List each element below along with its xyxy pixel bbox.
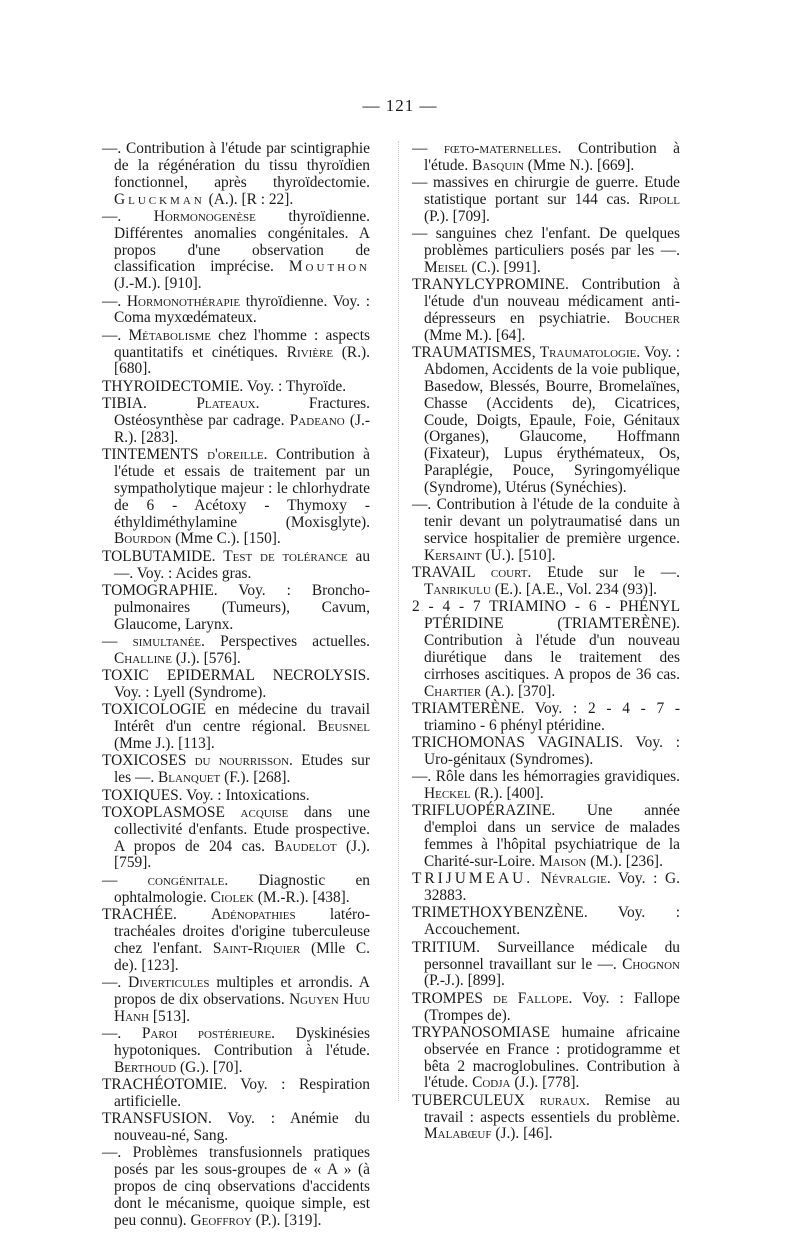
entry-text: Accouchement.	[424, 921, 521, 939]
entry-text: Beusnel	[317, 718, 370, 736]
entry-text: Saint-Riquier	[212, 939, 301, 957]
entry-text: [778]	[542, 1074, 576, 1092]
entry-text: [991]	[503, 258, 537, 276]
entry-text: Bourdon	[114, 530, 172, 548]
entry-text: (J.).	[171, 649, 204, 667]
entry-text: .	[276, 530, 281, 548]
entry-text: (J.).	[336, 837, 370, 855]
entry-text: .	[548, 1125, 553, 1143]
entry-text: Kersaint	[424, 546, 482, 564]
entry-text: [513]	[152, 1007, 187, 1025]
entry-text: . Voy. :	[568, 989, 634, 1007]
entry-text: [236]	[625, 852, 660, 870]
entry-text: —.	[102, 1024, 142, 1042]
entry-text: Nguyen Huu Hanh	[114, 990, 371, 1025]
index-entry	[412, 1025, 680, 1092]
entry-text: . Voy. :	[636, 344, 680, 362]
entry-text: .	[147, 854, 152, 872]
index-entry	[102, 873, 370, 907]
entry-text: TOXICOLOGIE en médecine du travail Intérêt d'un centre régional.	[102, 701, 370, 736]
index-entry	[412, 175, 680, 226]
index-entry	[102, 328, 370, 379]
entry-text: Uro-génitaux (Syndromes).	[424, 750, 594, 768]
entry-text: — sanguines chez l'enfant. De quelques problèmes particuliers posés par les —.	[412, 225, 680, 260]
entry-text: [370]	[518, 682, 552, 700]
entry-text: acquise	[240, 803, 289, 821]
entry-text: Intoxications.	[225, 786, 310, 804]
entry-text: Rivière	[286, 343, 334, 361]
entry-text: Padeano	[289, 412, 345, 429]
entry-text: .	[551, 546, 556, 564]
entry-text: —.	[102, 207, 154, 225]
entry-text: thyroïdienne. Voy. :	[240, 292, 370, 310]
entry-text: TOMOGRAPHIE. Voy. :	[102, 581, 312, 599]
entry-text: .	[236, 649, 241, 667]
index-entry	[102, 753, 370, 787]
index-entry	[102, 1111, 370, 1145]
entry-text: Lyell (Syndrome).	[153, 684, 267, 701]
entry-text: [759]	[114, 854, 148, 872]
entry-text: TOXICOSES	[102, 752, 195, 770]
entry-text: (P.).	[251, 1211, 285, 1229]
entry-text: [113]	[178, 735, 211, 753]
entry-text: Paroi postérieure	[141, 1024, 272, 1042]
entry-text: . Contribution à l'étude et essais de traitement par un sympatholytique majeur : le chlorhydrate de 6 - Acétoxy - Thymoxy - éthyldiméthylamine (Moxisglyte).	[114, 446, 370, 531]
entry-text: Coma myxœdémateux.	[114, 309, 257, 327]
entry-text: Névralgie	[540, 870, 607, 888]
entry-text: (Mlle C. de).	[114, 939, 370, 974]
entry-text: .	[521, 326, 526, 344]
entry-text: Diverticules	[128, 973, 210, 991]
entry-text: dans une collectivité d'enfants. Etude prospective. A propos de 204 cas.	[114, 803, 370, 855]
entry-text: .	[539, 785, 544, 803]
entry-text: TRIAMTERÈNE. Voy. :	[412, 699, 588, 717]
index-entry	[412, 599, 680, 700]
index-entry	[102, 1026, 370, 1077]
entry-text: TRANYLCYPROMINE. Contribution à l'étude d'un nouveau médicament anti-dépresseurs en psychiatrie.	[412, 276, 680, 327]
entry-text: (Mme M.).	[424, 326, 496, 344]
entry-text: [123]	[141, 956, 175, 974]
entry-text: Thyroïde.	[285, 377, 347, 395]
entry-text: . Diagnostic en ophtalmologie.	[114, 871, 370, 906]
entry-text: TRAVAIL	[412, 564, 491, 582]
entry-text: [438]	[312, 888, 346, 906]
entry-text: TRACHÉE.	[102, 905, 211, 923]
entry-text: Challine	[114, 649, 172, 667]
entry-text: .	[210, 735, 215, 753]
index-entry	[102, 788, 370, 805]
entry-text: .	[186, 1007, 191, 1025]
index-entry	[412, 735, 680, 769]
entry-text: —. Rôle dans les hémorragies gravidiques.	[412, 768, 680, 786]
index-entry	[102, 634, 370, 668]
entry-text: Test de tolérance	[223, 547, 348, 565]
entry-text: Ciolek	[210, 888, 254, 906]
entry-text: TOLBUTAMIDE.	[102, 547, 224, 565]
entry-text: TOXIC EPIDERMAL NECROLYSIS. Voy. :	[102, 667, 370, 701]
entry-text: TINTEMENTS	[102, 446, 208, 464]
entry-text: Tanrikulu	[424, 580, 491, 598]
entry-text: —. Contribution à l'étude de la conduite à tenir devant un polytraumatisé dans un service hospitalier de première urgence.	[412, 496, 680, 547]
entry-text: (U.).	[481, 546, 519, 564]
entry-text: . Contribution à l'étude.	[424, 140, 680, 174]
entry-text: TRYPANOSOMIASE humaine africaine observée en France : protidogramme et bêta 2 macroglobulines. Contribution à l'étude.	[412, 1023, 680, 1092]
entry-text: TOXIQUES. Voy. :	[102, 786, 226, 804]
entry-text: Geoffroy	[190, 1211, 252, 1229]
entry-text: Heckel	[424, 785, 471, 803]
entry-text: (G.).	[176, 1058, 213, 1076]
entry-text: TRANSFUSION. Voy. :	[102, 1110, 291, 1128]
entry-text: [70]	[212, 1058, 239, 1076]
entry-text: [A.E., Vol. 234 (93)]	[525, 580, 654, 598]
entry-text: [46]	[523, 1125, 549, 1143]
entry-text: .	[317, 1211, 322, 1229]
index-entry	[412, 871, 680, 905]
entry-text: Malabœuf	[424, 1125, 492, 1143]
entry-text: (M.-R.).	[253, 888, 313, 906]
entry-text: Fallope (Trompes de).	[424, 989, 680, 1024]
index-entry	[102, 907, 370, 974]
entry-text: TRICHOMONAS VAGINALIS. Voy. :	[412, 734, 680, 752]
entry-text: Adénopathies	[210, 905, 296, 923]
entry-text: .	[174, 428, 179, 446]
entry-text: Mouthon	[288, 258, 370, 276]
entry-text: fœto-maternelles	[443, 140, 558, 157]
entry-text: . Fractures. Ostéosynthèse par cadrage.	[114, 395, 371, 429]
entry-text: .	[653, 580, 657, 598]
entry-text: . Perspectives actuelles.	[201, 632, 370, 650]
entry-text: Traumatologie	[539, 344, 637, 362]
entry-text: . Etudes sur les —.	[114, 752, 370, 787]
entry-text: [400]	[506, 785, 540, 803]
entry-text: [64]	[495, 326, 522, 344]
index-entry	[412, 141, 680, 175]
entry-text: [576]	[203, 649, 237, 667]
entry-text: 2 - 4 - 7 TRIAMINO - 6 - PHÉNYL PTÉRIDINE (TRIAMTERÈNE). Contribution à l'étude d'un nouveau diurétique dans le traitement des cirrhoses ascitiques. A propos de 36 cas.	[412, 598, 680, 683]
entry-text: TRIFLUOPÉRAZINE. Une année d'emploi dans un service de malades femmes à l'hôpital psychiatrique de la Charité-sur-Loire.	[412, 802, 680, 870]
entry-text: —	[412, 140, 444, 157]
entry-text: [150]	[243, 530, 277, 548]
entry-text: multiples et arrondis. A propos de dix observations.	[114, 973, 370, 1008]
entry-text: —.	[102, 292, 127, 310]
entry-text: au —. Voy. :	[114, 547, 371, 582]
index-entry	[102, 379, 370, 396]
entry-text: TOXOPLASMOSE	[102, 803, 241, 821]
entry-text: (J.).	[491, 1125, 524, 1143]
entry-text: [899]	[467, 972, 501, 990]
entry-text: .	[575, 1074, 580, 1092]
entry-text: THYROIDECTOMIE. Voy. :	[102, 377, 286, 395]
index-entry	[102, 805, 370, 872]
index-entry	[102, 141, 370, 208]
entry-text: (R.).	[470, 785, 507, 803]
entry-text: —	[102, 632, 133, 650]
entry-text: (E.).	[490, 580, 526, 598]
entry-text: .	[500, 972, 505, 990]
entry-text: . Remise au travail : aspects essentiels du problème.	[424, 1091, 680, 1126]
index-entry	[412, 1093, 680, 1144]
index-entry	[412, 905, 680, 939]
entry-text: (J.).	[510, 1074, 543, 1092]
entry-text: —.	[102, 326, 129, 344]
entry-text: . Etude sur le —.	[527, 564, 680, 582]
index-entry	[102, 294, 370, 328]
entry-text: [910]	[164, 275, 198, 293]
entry-text: chez l'homme : aspects quantitatifs et cinétiques.	[114, 326, 371, 361]
index-entry	[412, 701, 680, 735]
left-column	[102, 141, 370, 1230]
index-entry	[102, 396, 370, 447]
entry-text: TUBERCULEUX	[412, 1091, 540, 1109]
entry-text: TRIMETHOXYBENZÈNE. Voy. :	[412, 904, 680, 922]
entry-text: [R : 22]	[241, 190, 290, 208]
index-entry	[412, 991, 680, 1025]
entry-text: [510]	[518, 546, 552, 564]
index-entry	[102, 1077, 370, 1111]
entry-text: .	[630, 156, 635, 174]
entry-text: Basquin	[472, 156, 524, 174]
entry-text: Baudelot	[274, 837, 337, 855]
entry-text: (Mme N.).	[523, 156, 597, 174]
entry-text: .	[659, 852, 663, 870]
entry-text: du nourrisson	[194, 752, 290, 770]
entry-text: (Mme C.).	[171, 530, 244, 548]
entry-text: TRITIUM. Surveillance médicale du personnel travaillant sur le —.	[412, 938, 680, 973]
entry-text: Boucher	[624, 309, 680, 327]
entry-text: .	[551, 682, 556, 700]
entry-text: —.	[102, 973, 129, 991]
index-entry	[102, 209, 370, 293]
entry-text: Maison	[539, 852, 587, 870]
entry-text: ruraux	[539, 1091, 587, 1109]
index-entry	[102, 447, 370, 548]
entry-text: court	[490, 564, 528, 582]
entry-text: [669]	[597, 156, 631, 174]
entry-text: Berthoud	[114, 1058, 177, 1076]
entry-text: Gluckman	[114, 190, 205, 208]
entry-text: (M.).	[586, 852, 626, 870]
entry-text: TRAUMATISMES,	[412, 344, 540, 362]
entry-text: Codja	[472, 1074, 511, 1092]
index-entry	[412, 226, 680, 277]
index-entry	[102, 702, 370, 753]
entry-text: [283]	[140, 428, 175, 446]
entry-text: G. 32883.	[424, 870, 680, 905]
entry-text: .	[286, 769, 291, 787]
index-entry	[102, 549, 370, 583]
entry-text: [709]	[452, 207, 486, 225]
entry-text: . Voy. :	[606, 870, 666, 888]
entry-text: Broncho-pulmonaires (Tumeurs), Cavum, Glaucome, Larynx.	[114, 581, 370, 633]
entry-text: Chognon	[622, 955, 680, 973]
entry-text: —. Contribution à l'étude par scintigraphie de la régénération du tissu thyroïdien fonctionnel, après thyroïdectomie.	[102, 140, 370, 191]
column-divider	[398, 141, 399, 1101]
entry-text: .	[238, 1058, 243, 1076]
index-entry	[412, 345, 680, 497]
entry-text: Abdomen, Accidents de la voie publique, Basedow, Blessés, Bourre, Bromelaïnes, Chasse (Accidents de), Cicatrices, Coude, Doigts, Epaule, Foie, Génitaux (Organes), Glaucome, Hoffmann (Fixateur), Lupus érythémateux, Os, Paraplégie, Pouce, Syringomyélique (Syndrome), Utérus (Synéchies).	[424, 360, 680, 496]
index-entry	[412, 277, 680, 344]
entry-text: [680]	[114, 360, 148, 378]
entry-text: (J.-M.).	[114, 275, 165, 293]
entry-text: .	[536, 258, 541, 276]
index-entry	[102, 1145, 370, 1229]
entry-text: de Fallope	[493, 989, 569, 1007]
entry-text: Ripoll	[638, 191, 680, 209]
entry-text: TIBIA.	[102, 395, 197, 413]
entry-text: Meisel	[424, 258, 468, 276]
entry-text: .	[486, 207, 490, 225]
entry-text: (F.).	[220, 769, 254, 787]
index-entry	[412, 497, 680, 564]
entry-text: Métabolisme	[128, 326, 211, 344]
entry-text: Plateaux	[196, 395, 256, 413]
entry-text: (A.).	[204, 190, 242, 208]
entry-text: Blanquet	[158, 769, 221, 787]
entry-text: (R.).	[333, 343, 371, 361]
entry-text	[533, 870, 541, 887]
index-entry	[102, 975, 370, 1026]
entry-text: latéro-trachéales droites d'origine tuberculeuse chez l'enfant.	[114, 905, 370, 957]
entry-text: —	[102, 871, 148, 889]
index-entry	[412, 565, 680, 599]
entry-text: .	[289, 190, 294, 208]
right-column	[412, 141, 680, 1144]
entry-text: 2 - 4 - 7 - triamino - 6 phényl ptéridine.	[424, 699, 680, 734]
entry-text: (J.-R.).	[114, 412, 371, 446]
entry-text: .	[345, 888, 350, 906]
entry-text: (C.).	[467, 258, 504, 276]
index-entry	[102, 668, 370, 702]
entry-text: —. Problèmes transfusionnels pratiques posés par les sous-groupes de « A » (à propos de cinq observations d'accidents dont le mécanisme, quoique simple, est peu connu).	[102, 1144, 370, 1229]
entry-text: (Mme J.).	[114, 735, 179, 753]
index-entry	[412, 803, 680, 870]
index-entry	[102, 583, 370, 634]
entry-text: d'oreille	[207, 446, 264, 464]
entry-text: Anémie du nouveau-né, Sang.	[114, 1110, 370, 1144]
entry-text: (A.).	[481, 682, 519, 700]
entry-text: congénitale	[147, 871, 225, 889]
entry-text: thyroïdienne. Différentes anomalies congénitales. A propos d'une observation de classification imprécise.	[114, 207, 370, 276]
entry-text: Hormonogenèse	[153, 207, 256, 225]
entry-text: Chartier	[424, 682, 482, 700]
entry-text: simultanée	[132, 632, 202, 650]
entry-text: TRIJUMEAU.	[412, 870, 534, 888]
index-entry	[412, 769, 680, 803]
entry-text: . Dyskinésies hypotoniques. Contribution à l'étude.	[114, 1024, 370, 1059]
entry-text: — massives en chirurgie de guerre. Etude statistique portant sur 144 cas.	[412, 174, 680, 209]
entry-text: [268]	[253, 769, 287, 787]
entry-text: .	[197, 275, 202, 293]
entry-text: .	[147, 360, 152, 378]
entry-text: Respiration artificielle.	[114, 1075, 370, 1110]
entry-text: Hormonothérapie	[126, 292, 241, 310]
entry-text: [319]	[284, 1211, 318, 1229]
entry-text: Acides gras.	[175, 564, 252, 582]
entry-text: TRACHÉOTOMIE. Voy. :	[102, 1075, 300, 1093]
entry-text: TROMPES	[412, 989, 494, 1007]
page-number: — 121 —	[362, 96, 438, 115]
entry-text: (P.).	[424, 207, 453, 225]
entry-text: (P.-J.).	[424, 972, 468, 990]
entry-text: .	[174, 956, 179, 974]
index-entry	[412, 940, 680, 991]
